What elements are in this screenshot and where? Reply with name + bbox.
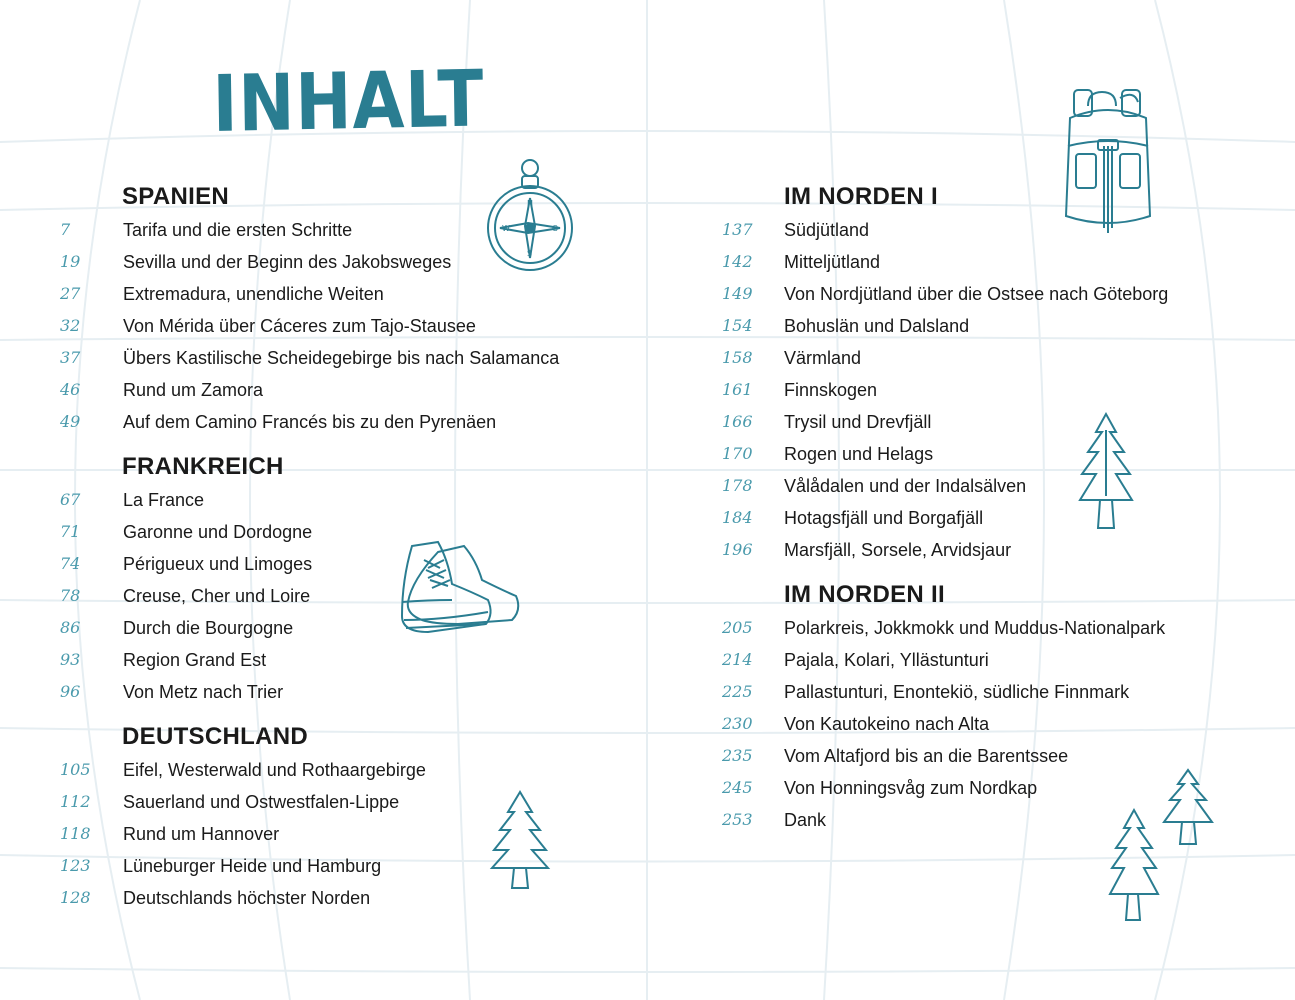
page-number: 7 bbox=[60, 220, 71, 239]
toc-entry[interactable] bbox=[0, 850, 620, 882]
chapter-title: Sevilla und der Beginn des Jakobsweges bbox=[123, 252, 452, 272]
page-number: 161 bbox=[722, 380, 753, 399]
chapter-title: Südjütland bbox=[784, 220, 870, 240]
toc-list bbox=[0, 214, 620, 438]
toc-entry[interactable] bbox=[660, 740, 1280, 772]
chapter-title: Deutschlands höchster Norden bbox=[123, 888, 371, 908]
toc-entry[interactable] bbox=[0, 310, 620, 342]
page-number: 37 bbox=[60, 348, 81, 367]
page-number: 71 bbox=[60, 522, 81, 541]
page-number: 105 bbox=[60, 760, 91, 779]
chapter-title: Garonne und Dordogne bbox=[123, 522, 313, 542]
chapter-title: Polarkreis, Jokkmokk und Muddus-Nationalpark bbox=[784, 618, 1166, 638]
page-number: 118 bbox=[60, 824, 91, 843]
svg-text:S: S bbox=[527, 249, 533, 258]
page-number: 184 bbox=[722, 508, 753, 527]
page-number: 205 bbox=[722, 618, 753, 637]
toc-entry[interactable] bbox=[660, 804, 1280, 836]
toc-entry[interactable] bbox=[660, 502, 1280, 534]
chapter-title: Auf dem Camino Francés bis zu den Pyrenäen bbox=[123, 412, 497, 432]
chapter-title: Durch die Bourgogne bbox=[123, 618, 294, 638]
toc-entry[interactable] bbox=[0, 484, 620, 516]
section-heading: IM NORDEN I bbox=[784, 183, 938, 210]
toc-entry[interactable] bbox=[660, 772, 1280, 804]
toc-entry[interactable] bbox=[0, 676, 620, 708]
toc-entry[interactable] bbox=[0, 580, 620, 612]
page-number: 196 bbox=[722, 540, 753, 559]
page-number: 214 bbox=[722, 650, 753, 669]
chapter-title: Von Mérida über Cáceres zum Tajo-Stausee bbox=[123, 316, 476, 336]
chapter-title: Rogen und Helags bbox=[784, 444, 934, 464]
section-im-norden-2 bbox=[660, 578, 1280, 836]
page-number: 49 bbox=[60, 412, 81, 431]
toc-entry[interactable] bbox=[0, 246, 620, 278]
page-number: 170 bbox=[722, 444, 753, 463]
svg-text:O: O bbox=[552, 224, 559, 233]
toc-entry[interactable] bbox=[0, 882, 620, 914]
toc-entry[interactable] bbox=[660, 438, 1280, 470]
svg-text:W: W bbox=[502, 224, 510, 233]
section-spanien bbox=[0, 180, 620, 438]
page-number: 149 bbox=[722, 284, 753, 303]
chapter-title: Von Metz nach Trier bbox=[123, 682, 284, 702]
chapter-title: Tarifa und die ersten Schritte bbox=[123, 220, 353, 240]
chapter-title: Rund um Zamora bbox=[123, 380, 264, 400]
chapter-title: Region Grand Est bbox=[123, 650, 267, 670]
toc-list bbox=[0, 484, 620, 708]
toc-entry[interactable] bbox=[0, 644, 620, 676]
page-number: 93 bbox=[60, 650, 81, 669]
toc-left-column bbox=[0, 180, 620, 914]
page-number: 142 bbox=[722, 252, 753, 271]
toc-entry[interactable] bbox=[660, 612, 1280, 644]
chapter-title: Hotagsfjäll und Borgafjäll bbox=[784, 508, 984, 528]
toc-entry[interactable] bbox=[660, 310, 1280, 342]
chapter-title: Mitteljütland bbox=[784, 252, 881, 272]
section-heading: DEUTSCHLAND bbox=[122, 723, 308, 750]
page-number: 19 bbox=[60, 252, 81, 271]
page-number: 158 bbox=[722, 348, 753, 367]
page-number: 137 bbox=[722, 220, 753, 239]
page-number: 166 bbox=[722, 412, 753, 431]
chapter-title: Pallastunturi, Enontekiö, südliche Finnmark bbox=[784, 682, 1130, 702]
page-title: INHALT bbox=[211, 54, 485, 150]
page-number: 253 bbox=[722, 810, 753, 829]
toc-entry[interactable] bbox=[660, 278, 1280, 310]
chapter-title: Dank bbox=[784, 810, 827, 830]
chapter-title: Von Nordjütland über die Ostsee nach Göteborg bbox=[784, 284, 1169, 304]
toc-entry[interactable] bbox=[660, 708, 1280, 740]
chapter-title: Värmland bbox=[784, 348, 862, 368]
section-im-norden-1 bbox=[660, 180, 1280, 566]
page-number: 86 bbox=[60, 618, 81, 637]
toc-right-column bbox=[660, 180, 1280, 836]
toc-entry[interactable] bbox=[0, 278, 620, 310]
toc-list bbox=[660, 214, 1280, 566]
section-deutschland bbox=[0, 720, 620, 914]
page-number: 46 bbox=[60, 380, 81, 399]
toc-entry[interactable] bbox=[0, 406, 620, 438]
chapter-title: Eifel, Westerwald und Rothaargebirge bbox=[123, 760, 426, 780]
page-number: 235 bbox=[722, 746, 753, 765]
chapter-title: Vålådalen und der Indalsälven bbox=[784, 476, 1027, 496]
page-number: 230 bbox=[722, 714, 753, 733]
chapter-title: Finnskogen bbox=[784, 380, 878, 400]
toc-entry[interactable] bbox=[0, 818, 620, 850]
section-heading: SPANIEN bbox=[122, 183, 230, 210]
toc-entry[interactable] bbox=[660, 534, 1280, 566]
section-heading: FRANKREICH bbox=[122, 453, 284, 480]
chapter-title: Sauerland und Ostwestfalen-Lippe bbox=[123, 792, 400, 812]
page-number: 32 bbox=[60, 316, 81, 335]
toc-entry[interactable] bbox=[0, 516, 620, 548]
chapter-title: Extremadura, unendliche Weiten bbox=[123, 284, 384, 304]
svg-text:N: N bbox=[527, 199, 533, 208]
page-number: 225 bbox=[722, 682, 753, 701]
chapter-title: Trysil und Drevfjäll bbox=[784, 412, 932, 432]
page-number: 128 bbox=[60, 888, 91, 907]
toc-list bbox=[660, 612, 1280, 836]
chapter-title: Von Kautokeino nach Alta bbox=[784, 714, 990, 734]
toc-entry[interactable] bbox=[660, 214, 1280, 246]
page-number: 154 bbox=[722, 316, 753, 335]
page-number: 27 bbox=[60, 284, 81, 303]
page-number: 96 bbox=[60, 682, 81, 701]
chapter-title: Bohuslän und Dalsland bbox=[784, 316, 970, 336]
section-heading: IM NORDEN II bbox=[784, 581, 945, 608]
toc-entry[interactable] bbox=[0, 374, 620, 406]
toc-entry[interactable] bbox=[0, 214, 620, 246]
toc-entry[interactable] bbox=[660, 470, 1280, 502]
toc-list bbox=[0, 754, 620, 914]
page-number: 123 bbox=[60, 856, 91, 875]
page-number: 67 bbox=[60, 490, 81, 509]
chapter-title: Marsfjäll, Sorsele, Arvidsjaur bbox=[784, 540, 1012, 560]
chapter-title: La France bbox=[123, 490, 205, 510]
chapter-title: Rund um Hannover bbox=[123, 824, 280, 844]
toc-entry[interactable] bbox=[660, 644, 1280, 676]
toc-entry[interactable] bbox=[0, 548, 620, 580]
page-number: 74 bbox=[60, 554, 81, 573]
chapter-title: Vom Altafjord bis an die Barentssee bbox=[784, 746, 1069, 766]
toc-entry[interactable] bbox=[660, 676, 1280, 708]
page-number: 245 bbox=[722, 778, 753, 797]
chapter-title: Périgueux und Limoges bbox=[123, 554, 313, 574]
toc-entry[interactable] bbox=[660, 246, 1280, 278]
page-number: 112 bbox=[60, 792, 91, 811]
toc-entry[interactable] bbox=[0, 786, 620, 818]
chapter-title: Lüneburger Heide und Hamburg bbox=[123, 856, 382, 876]
chapter-title: Pajala, Kolari, Yllästunturi bbox=[784, 650, 989, 670]
toc-entry[interactable] bbox=[0, 754, 620, 786]
page-number: 78 bbox=[60, 586, 81, 605]
toc-entry[interactable] bbox=[0, 342, 620, 374]
chapter-title: Übers Kastilische Scheidegebirge bis nach Salamanca bbox=[123, 348, 560, 368]
page-number: 178 bbox=[722, 476, 753, 495]
toc-entry[interactable] bbox=[660, 406, 1280, 438]
toc-entry[interactable] bbox=[660, 342, 1280, 374]
toc-entry[interactable] bbox=[660, 374, 1280, 406]
chapter-title: Creuse, Cher und Loire bbox=[123, 586, 311, 606]
toc-entry[interactable] bbox=[0, 612, 620, 644]
section-frankreich bbox=[0, 450, 620, 708]
chapter-title: Von Honningsvåg zum Nordkap bbox=[784, 778, 1038, 798]
